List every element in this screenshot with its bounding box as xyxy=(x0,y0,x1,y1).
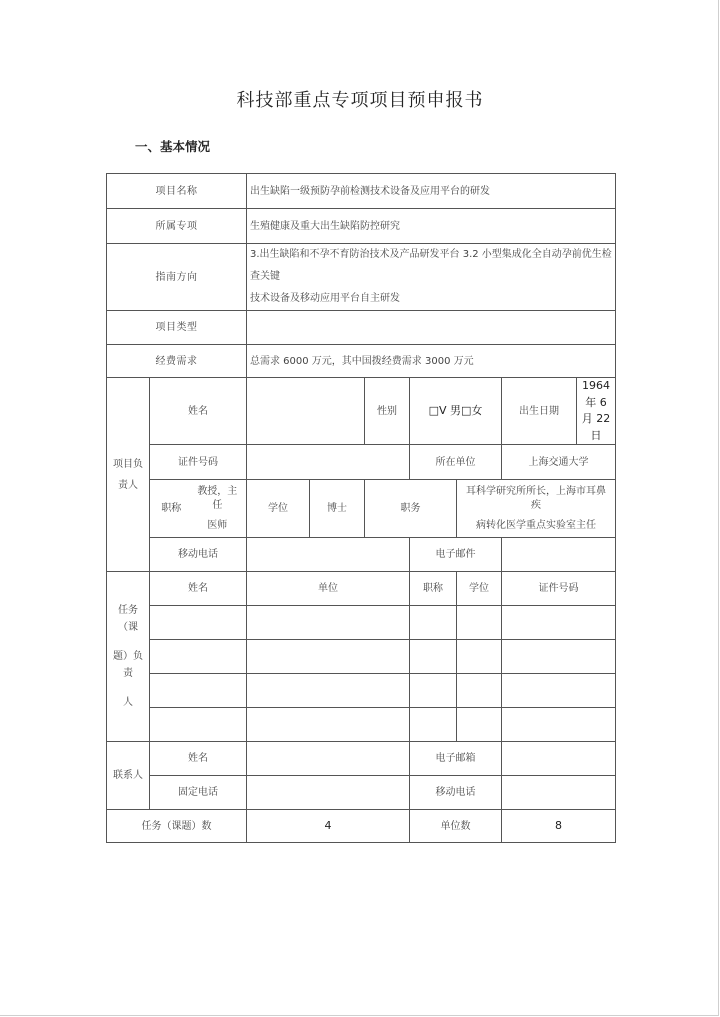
project-name-label: 项目名称 xyxy=(107,174,247,209)
row-contact-phone xyxy=(107,776,616,810)
budget-label: 经费需求 xyxy=(107,345,247,378)
guide-value-line1: 3.出生缺陷和不孕不育防治技术及产品研发平台 3.2 小型集成化全自动孕前优生检查关键 xyxy=(250,249,612,282)
row-task-header xyxy=(107,572,616,606)
table-row xyxy=(107,674,616,708)
leader-id-value xyxy=(247,445,410,480)
application-form-table xyxy=(106,173,616,843)
leader-unit-label: 所在单位 xyxy=(410,445,502,480)
row-type xyxy=(107,311,616,345)
row-program xyxy=(107,209,616,244)
task-count-value: 4 xyxy=(247,810,410,843)
guide-value xyxy=(247,244,616,311)
leader-name-value xyxy=(247,378,365,445)
table-row xyxy=(107,606,616,640)
project-name-value: 出生缺陷一级预防孕前检测技术设备及应用平台的研发 xyxy=(247,174,616,209)
leader-position-value: 耳科学研究所所长，上海市耳鼻 疾 病转化医学重点实验室主任 xyxy=(457,480,616,538)
program-value: 生殖健康及重大出生缺陷防控研究 xyxy=(247,209,616,244)
table-row xyxy=(107,640,616,674)
contact-name-value xyxy=(247,742,410,776)
type-value xyxy=(247,311,616,345)
leader-id-label: 证件号码 xyxy=(150,445,247,480)
document-title: 科技部重点专项项目预申报书 xyxy=(236,90,484,111)
leader-unit-value: 上海交通大学 xyxy=(502,445,616,480)
row-leader-contact xyxy=(107,538,616,572)
guide-label: 指南方向 xyxy=(107,244,247,311)
leader-degree-label: 学位 xyxy=(247,480,310,538)
leader-title-cell xyxy=(150,480,247,538)
row-project-name xyxy=(107,174,616,209)
leader-gender-label: 性别 xyxy=(365,378,410,445)
task-count-label: 任务（课题）数 xyxy=(107,810,247,843)
section-heading: 一、基本情况 xyxy=(135,139,211,154)
leader-mobile-label: 移动电话 xyxy=(150,538,247,572)
leader-email-label: 电子邮件 xyxy=(410,538,502,572)
contact-email-value xyxy=(502,742,616,776)
leader-title-value: 教授，主 任 医师 xyxy=(197,485,238,531)
task-group-label: 任务 （课 题）负 责 人 xyxy=(107,572,150,742)
leader-title-inner xyxy=(152,485,244,533)
leader-birth-label: 出生日期 xyxy=(502,378,577,445)
leader-gender-value: □V 男□女 xyxy=(410,378,502,445)
row-counts xyxy=(107,810,616,843)
table-row xyxy=(107,708,616,742)
unit-count-label: 单位数 xyxy=(410,810,502,843)
leader-position-label: 职务 xyxy=(365,480,457,538)
leader-name-label: 姓名 xyxy=(150,378,247,445)
task-header-unit: 单位 xyxy=(247,572,410,606)
budget-value: 总需求 6000 万元，其中国拨经费需求 3000 万元 xyxy=(247,345,616,378)
contact-group-label: 联系人 xyxy=(107,742,150,810)
contact-name-label: 姓名 xyxy=(150,742,247,776)
program-label: 所属专项 xyxy=(107,209,247,244)
contact-email-label: 电子邮箱 xyxy=(410,742,502,776)
task-header-name: 姓名 xyxy=(150,572,247,606)
task-header-degree: 学位 xyxy=(457,572,502,606)
leader-group-label: 项目负 责人 xyxy=(107,378,150,572)
row-guide xyxy=(107,244,616,311)
row-contact-name xyxy=(107,742,616,776)
leader-degree-value: 博士 xyxy=(310,480,365,538)
row-budget xyxy=(107,345,616,378)
row-leader-id xyxy=(107,445,616,480)
task-header-title: 职称 xyxy=(410,572,457,606)
contact-phone-label: 固定电话 xyxy=(150,776,247,810)
contact-mobile-value xyxy=(502,776,616,810)
leader-mobile-value xyxy=(247,538,410,572)
leader-title-label: 职称 xyxy=(161,503,182,514)
contact-mobile-label: 移动电话 xyxy=(410,776,502,810)
leader-email-value xyxy=(502,538,616,572)
leader-birth-value: 1964 年 6 月 22 日 xyxy=(577,378,616,445)
row-leader-title xyxy=(107,480,616,538)
row-leader-name xyxy=(107,378,616,445)
type-label: 项目类型 xyxy=(107,311,247,345)
contact-phone-value xyxy=(247,776,410,810)
unit-count-value: 8 xyxy=(502,810,616,843)
guide-value-line2: 技术设备及移动应用平台自主研发 xyxy=(250,293,400,304)
task-header-id: 证件号码 xyxy=(502,572,616,606)
